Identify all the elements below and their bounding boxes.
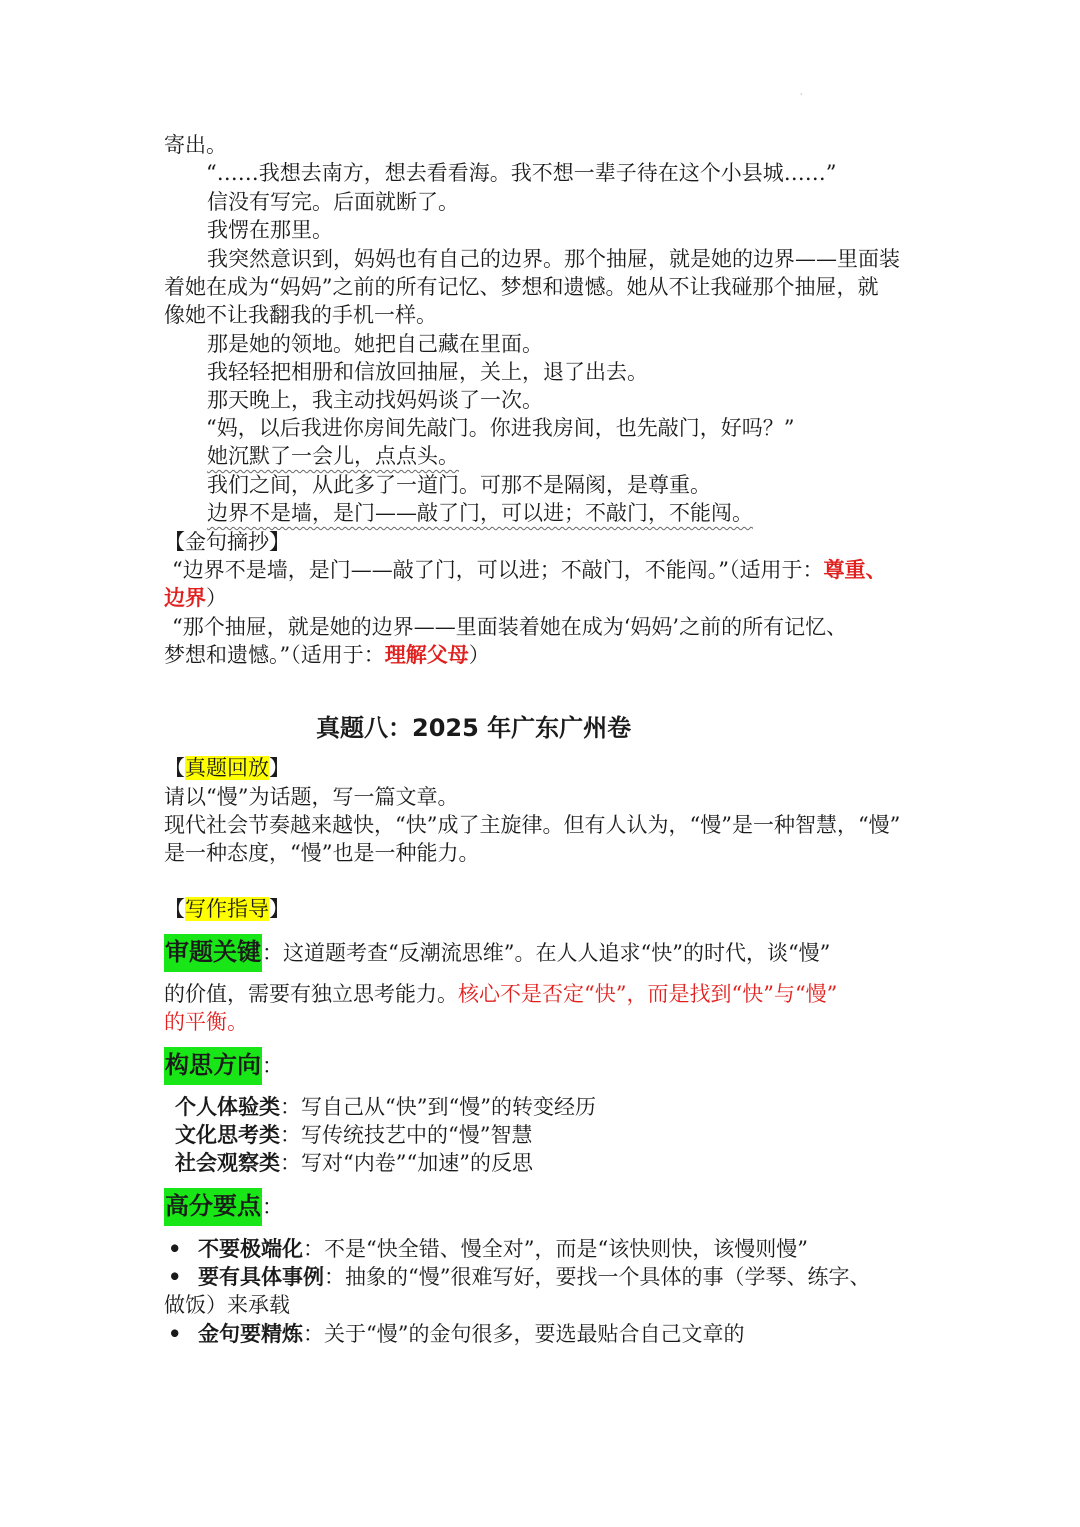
story-line: 像她不让我翻我的手机一样。 — [164, 303, 437, 327]
review-label: 真题回放 — [185, 756, 269, 780]
key-line — [164, 938, 830, 967]
key-text: 的价值，需要有独立思考能力。 — [164, 982, 458, 1006]
review-header — [164, 754, 290, 782]
quote-2: “那个抽屉，就是她的边界——里面装着她在成为‘妈妈’之前的所有记忆、 — [172, 615, 848, 639]
story-line: 信没有写完。后面就断了。 — [207, 190, 459, 214]
direction-item — [175, 1149, 533, 1177]
story-line-underlined — [207, 442, 459, 470]
bullet-icon: • — [168, 1264, 182, 1289]
key-red-text: 的平衡。 — [164, 1010, 248, 1034]
guide-label: 写作指导 — [185, 897, 269, 921]
quote-2-tag: 理解父母 — [384, 642, 469, 667]
quote-1-text: “边界不是墙，是门——敲了门，可以进；不敲门，不能闯。”（适用于： — [172, 558, 824, 582]
key-line-3 — [164, 1008, 248, 1036]
guide-header — [164, 895, 290, 923]
point-label: 不要极端化 — [198, 1236, 303, 1261]
page-mark: · — [800, 90, 803, 99]
story-line-underlined — [207, 499, 753, 527]
prompt-line: 是一种态度，“慢”也是一种能力。 — [164, 841, 480, 865]
prompt-line: 请以“慢”为话题，写一篇文章。 — [164, 785, 459, 809]
bracket: 【 — [164, 756, 185, 780]
story-line: 我们之间，从此多了一道门。可那不是隔阂，是尊重。 — [207, 473, 711, 497]
direction-item-label: 社会观察类 — [175, 1150, 280, 1175]
key-label: 审题关键 — [164, 934, 262, 972]
point-item — [168, 1320, 744, 1348]
bracket: 【 — [164, 897, 185, 921]
quote-1-tag: 边界 — [164, 585, 206, 610]
story-line: 我突然意识到，妈妈也有自己的边界。那个抽屉，就是她的边界——里面装 — [207, 247, 900, 271]
story-line: 寄出。 — [164, 133, 227, 157]
point-item-cont: 做饭）来承载 — [164, 1293, 290, 1317]
story-line: “妈，以后我进你房间先敲门。你进我房间，也先敲门，好吗？” — [206, 416, 795, 440]
key-line-2 — [164, 980, 837, 1008]
direction-heading — [164, 1051, 283, 1080]
story-line: 我轻轻把相册和信放回抽屉，关上，退了出去。 — [207, 360, 648, 384]
quote-2-text: 梦想和遗憾。”（适用于： — [164, 643, 385, 667]
direction-item-text: ：写自己从“快”到“慢”的转变经历 — [280, 1095, 596, 1119]
point-item — [168, 1235, 808, 1263]
key-red-text: 核心不是否定“快”，而是找到“快”与“慢” — [458, 982, 838, 1006]
direction-item-label: 个人体验类 — [175, 1094, 280, 1119]
story-line: 那是她的领地。她把自己藏在里面。 — [207, 332, 543, 356]
quote-2-cont — [164, 641, 490, 669]
point-item — [168, 1263, 870, 1291]
prompt-line: 现代社会节奏越来越快，“快”成了主旋律。但有人认为，“慢”是一种智慧，“慢” — [164, 813, 901, 837]
point-text: ：关于“慢”的金句很多，要选最贴合自己文章的 — [303, 1322, 745, 1346]
point-label: 要有具体事例 — [198, 1264, 324, 1289]
bullet-icon: • — [168, 1236, 182, 1261]
point-label: 金句要精炼 — [198, 1321, 303, 1346]
wavy-underlined-text: 她沉默了一会儿，点点头。 — [207, 444, 459, 468]
bullet-icon: • — [168, 1321, 182, 1346]
story-line: “……我想去南方，想去看看海。我不想一辈子待在这个小县城……” — [206, 161, 837, 185]
direction-item-text: ：写对“内卷”“加速”的反思 — [280, 1151, 533, 1175]
colon: ： — [262, 1054, 283, 1078]
quote-1 — [172, 556, 886, 584]
quote-1-tag: 尊重、 — [823, 557, 887, 582]
direction-item-text: ：写传统技艺中的“慢”智慧 — [280, 1123, 533, 1147]
point-text: ：不是“快全错、慢全对”，而是“该快则快，该慢则慢” — [303, 1237, 808, 1261]
key-text: ：这道题考查“反潮流思维”。在人人追求“快”的时代，谈“慢” — [262, 941, 831, 965]
points-heading — [164, 1192, 283, 1221]
direction-item — [175, 1121, 532, 1149]
story-line: 我愣在那里。 — [207, 218, 333, 242]
points-label: 高分要点 — [164, 1188, 262, 1226]
bracket: 】 — [269, 756, 290, 780]
quotes-header: 【金句摘抄】 — [164, 530, 290, 554]
direction-item-label: 文化思考类 — [175, 1122, 280, 1147]
section-title: 真题八：2025 年广东广州卷 — [316, 714, 632, 742]
quote-2-close: ） — [468, 643, 490, 667]
story-line: 那天晚上，我主动找妈妈谈了一次。 — [207, 388, 543, 412]
bracket: 】 — [269, 897, 290, 921]
colon: ： — [262, 1195, 283, 1219]
point-text: ：抽象的“慢”很难写好，要找一个具体的事（学琴、练字、 — [324, 1265, 871, 1289]
direction-item — [175, 1093, 596, 1121]
wavy-underlined-text: 边界不是墙，是门——敲了门，可以进；不敲门，不能闯。 — [207, 501, 753, 525]
story-line: 着她在成为“妈妈”之前的所有记忆、梦想和遗憾。她从不让我碰那个抽屉，就 — [164, 275, 879, 299]
quote-1-cont — [164, 584, 227, 612]
quote-1-close: ） — [206, 586, 227, 610]
direction-label: 构思方向 — [164, 1047, 262, 1085]
